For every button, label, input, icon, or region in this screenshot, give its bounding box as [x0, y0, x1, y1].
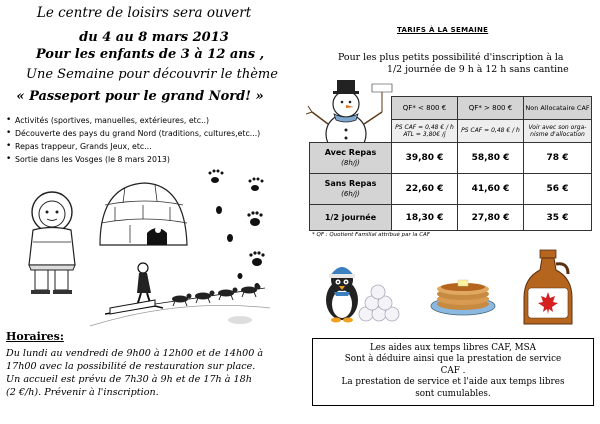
- dog-sled-drawing: [85, 258, 275, 330]
- table-note: PS CAF = 0,48 € / h ATL = 3,80€ /j: [392, 120, 458, 143]
- table-header: Non Allocataire CAF: [524, 97, 592, 120]
- table-cell: 35 €: [524, 205, 592, 231]
- header-ages: Pour les enfants de 3 à 12 ans ,: [35, 47, 265, 62]
- activities-list: [6, 114, 300, 166]
- table-cell: 78 €: [524, 143, 592, 174]
- table-row: [310, 174, 592, 205]
- table-cell: 56 €: [524, 174, 592, 205]
- header-dates: du 4 au 8 mars 2013: [79, 30, 229, 45]
- activity-item: • Repas trappeur, Grands Jeux, etc...: [6, 140, 300, 153]
- horaires-line: 17h00 avec la possibilité de restauration sur place.: [6, 361, 256, 372]
- horaires-line: Un accueil est prévu de 7h30 à 9h et de 17h à 18h: [6, 374, 252, 385]
- tarifs-intro-line-1: Pour les plus petits possibilité d'inscription à la: [338, 52, 564, 63]
- table-row: [310, 205, 592, 231]
- horaires-line: Du lundi au vendredi de 9h00 à 12h00 et de 14h00 à: [6, 348, 264, 359]
- caf-line: La prestation de service et l'aide aux temps libres: [341, 377, 565, 388]
- table-cell: 18,30 €: [392, 205, 458, 231]
- table-cell: 58,80 €: [458, 143, 524, 174]
- activity-item: • Sortie dans les Vosges (le 8 mars 2013): [6, 153, 300, 166]
- table-note: PS CAF = 0,48 € / h: [458, 120, 524, 143]
- eskimo-drawing: [25, 190, 80, 295]
- horaires-text: [6, 347, 296, 399]
- caf-line: sont cumulables.: [415, 388, 491, 399]
- pancakes-drawing: [428, 270, 498, 318]
- table-cell: 39,80 €: [392, 143, 458, 174]
- table-cell: 27,80 €: [458, 205, 524, 231]
- horaires-line: (2 €/h). Prévenir à l'inscription.: [6, 387, 159, 398]
- qf-footnote: * QF : Quotient Familial attribué par la CAF: [312, 232, 430, 238]
- igloo-drawing: [95, 175, 190, 250]
- table-note: Voir avec son orga-nisme d'allocation: [524, 120, 592, 143]
- header-line-1: Le centre de loisirs sera ouvert: [36, 5, 252, 21]
- activity-item: • Activités (sportives, manuelles, extérieures, etc..): [6, 114, 300, 127]
- tarifs-intro-line-2: 1/2 journée de 9 h à 12 h sans cantine: [387, 64, 569, 75]
- maple-syrup-drawing: [518, 248, 578, 328]
- caf-line: CAF .: [440, 365, 466, 376]
- table-header: QF* > 800 €: [458, 97, 524, 120]
- caf-info-box: [312, 338, 594, 406]
- table-header: QF* < 800 €: [392, 97, 458, 120]
- table-row: [310, 143, 592, 174]
- row-label: 1/2 journée: [310, 205, 392, 231]
- horaires-title: Horaires:: [6, 330, 64, 343]
- table-cell: 41,60 €: [458, 174, 524, 205]
- caf-line: Les aides aux temps libres CAF, MSA: [369, 343, 537, 353]
- tarifs-table: [309, 96, 592, 231]
- row-label: Avec Repas (8h/j): [310, 143, 392, 174]
- tarifs-title: TARIFS À LA SEMAINE: [397, 26, 489, 34]
- right-panel: [300, 0, 600, 424]
- caf-line: Sont à déduire ainsi que la prestation de service: [344, 354, 562, 365]
- activity-item: • Découverte des pays du grand Nord (traditions, cultures,etc...): [6, 127, 300, 140]
- header-theme-intro: Une Semaine pour découvrir le thème: [26, 67, 278, 82]
- header-theme-title: « Passeport pour le grand Nord! »: [16, 89, 264, 104]
- row-label: Sans Repas (6h/j): [310, 174, 392, 205]
- penguin-drawing: [320, 256, 400, 328]
- table-cell: 22,60 €: [392, 174, 458, 205]
